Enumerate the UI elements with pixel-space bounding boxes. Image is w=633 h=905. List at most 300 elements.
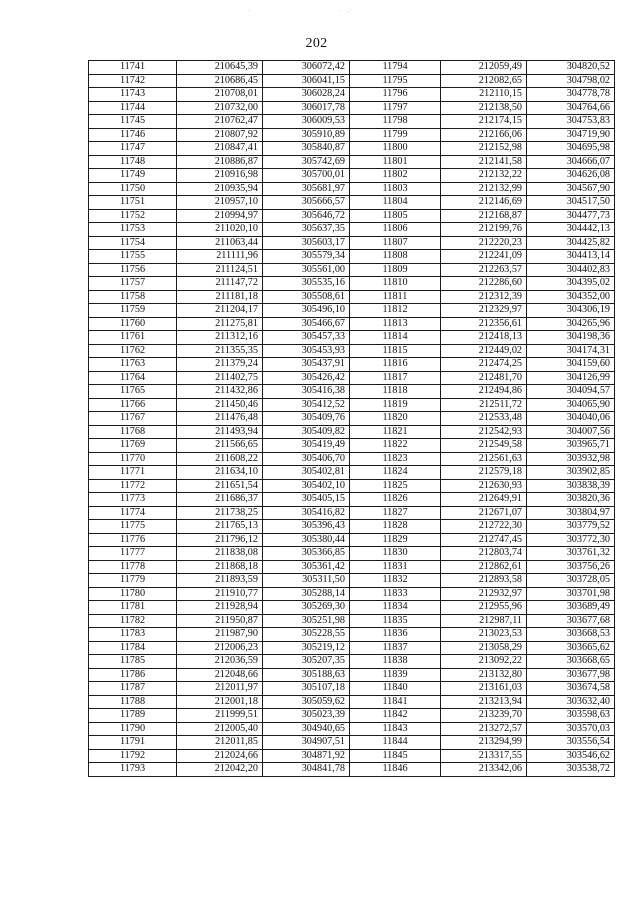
y-coordinate-cell: 303677,98 bbox=[527, 668, 615, 682]
y-coordinate-cell: 304820,52 bbox=[527, 61, 615, 75]
point-number-cell: 11840 bbox=[350, 682, 441, 696]
point-number-cell: 11844 bbox=[350, 736, 441, 750]
x-coordinate-cell: 212042,20 bbox=[177, 763, 263, 777]
y-coordinate-cell: 303668,65 bbox=[527, 655, 615, 669]
point-number-cell: 11776 bbox=[89, 533, 177, 547]
x-coordinate-cell: 210994,97 bbox=[177, 209, 263, 223]
x-coordinate-cell: 213272,57 bbox=[441, 722, 527, 736]
y-coordinate-cell: 305419,49 bbox=[263, 439, 350, 453]
point-number-cell: 11815 bbox=[350, 344, 441, 358]
scan-speck: · bbox=[248, 7, 251, 15]
point-number-cell: 11799 bbox=[350, 128, 441, 142]
x-coordinate-cell: 212671,07 bbox=[441, 506, 527, 520]
y-coordinate-cell: 305396,43 bbox=[263, 520, 350, 534]
table-row bbox=[89, 182, 615, 196]
x-coordinate-cell: 212494,86 bbox=[441, 385, 527, 399]
y-coordinate-cell: 304352,00 bbox=[527, 290, 615, 304]
x-coordinate-cell: 212481,70 bbox=[441, 371, 527, 385]
x-coordinate-cell: 212220,23 bbox=[441, 236, 527, 250]
point-number-cell: 11839 bbox=[350, 668, 441, 682]
table-row bbox=[89, 547, 615, 561]
y-coordinate-cell: 306017,78 bbox=[263, 101, 350, 115]
y-coordinate-cell: 304626,08 bbox=[527, 169, 615, 183]
point-number-cell: 11779 bbox=[89, 574, 177, 588]
x-coordinate-cell: 212241,09 bbox=[441, 250, 527, 264]
x-coordinate-cell: 212011,97 bbox=[177, 682, 263, 696]
point-number-cell: 11835 bbox=[350, 614, 441, 628]
x-coordinate-cell: 212533,48 bbox=[441, 412, 527, 426]
point-number-cell: 11816 bbox=[350, 358, 441, 372]
table-row bbox=[89, 439, 615, 453]
y-coordinate-cell: 306028,24 bbox=[263, 88, 350, 102]
point-number-cell: 11766 bbox=[89, 398, 177, 412]
y-coordinate-cell: 304940,65 bbox=[263, 722, 350, 736]
x-coordinate-cell: 211566,65 bbox=[177, 439, 263, 453]
table-row bbox=[89, 466, 615, 480]
point-number-cell: 11817 bbox=[350, 371, 441, 385]
y-coordinate-cell: 305405,15 bbox=[263, 493, 350, 507]
y-coordinate-cell: 304413,14 bbox=[527, 250, 615, 264]
table-row bbox=[89, 520, 615, 534]
point-number-cell: 11749 bbox=[89, 169, 177, 183]
point-number-cell: 11797 bbox=[350, 101, 441, 115]
point-number-cell: 11845 bbox=[350, 749, 441, 763]
x-coordinate-cell: 212312,39 bbox=[441, 290, 527, 304]
y-coordinate-cell: 305311,50 bbox=[263, 574, 350, 588]
x-coordinate-cell: 211738,25 bbox=[177, 506, 263, 520]
x-coordinate-cell: 212329,97 bbox=[441, 304, 527, 318]
table-row bbox=[89, 614, 615, 628]
table-row bbox=[89, 101, 615, 115]
y-coordinate-cell: 304395,02 bbox=[527, 277, 615, 291]
y-coordinate-cell: 304517,50 bbox=[527, 196, 615, 210]
y-coordinate-cell: 303546,62 bbox=[527, 749, 615, 763]
y-coordinate-cell: 303677,68 bbox=[527, 614, 615, 628]
y-coordinate-cell: 304159,60 bbox=[527, 358, 615, 372]
point-number-cell: 11774 bbox=[89, 506, 177, 520]
table-row bbox=[89, 74, 615, 88]
y-coordinate-cell: 305412,52 bbox=[263, 398, 350, 412]
table-row bbox=[89, 61, 615, 75]
point-number-cell: 11807 bbox=[350, 236, 441, 250]
x-coordinate-cell: 211608,22 bbox=[177, 452, 263, 466]
table-row bbox=[89, 317, 615, 331]
table-row bbox=[89, 385, 615, 399]
table-row bbox=[89, 736, 615, 750]
y-coordinate-cell: 304477,73 bbox=[527, 209, 615, 223]
y-coordinate-cell: 305466,67 bbox=[263, 317, 350, 331]
table-row bbox=[89, 722, 615, 736]
point-number-cell: 11820 bbox=[350, 412, 441, 426]
point-number-cell: 11841 bbox=[350, 695, 441, 709]
x-coordinate-cell: 210807,92 bbox=[177, 128, 263, 142]
table-row bbox=[89, 587, 615, 601]
point-number-cell: 11743 bbox=[89, 88, 177, 102]
y-coordinate-cell: 305251,98 bbox=[263, 614, 350, 628]
x-coordinate-cell: 212511,72 bbox=[441, 398, 527, 412]
y-coordinate-cell: 303689,49 bbox=[527, 601, 615, 615]
point-number-cell: 11821 bbox=[350, 425, 441, 439]
point-number-cell: 11800 bbox=[350, 142, 441, 156]
point-number-cell: 11753 bbox=[89, 223, 177, 237]
x-coordinate-cell: 212146,69 bbox=[441, 196, 527, 210]
x-coordinate-cell: 210886,87 bbox=[177, 155, 263, 169]
x-coordinate-cell: 212001,18 bbox=[177, 695, 263, 709]
table-row bbox=[89, 425, 615, 439]
y-coordinate-cell: 304666,07 bbox=[527, 155, 615, 169]
y-coordinate-cell: 305188,63 bbox=[263, 668, 350, 682]
y-coordinate-cell: 303965,71 bbox=[527, 439, 615, 453]
y-coordinate-cell: 303779,52 bbox=[527, 520, 615, 534]
table-row bbox=[89, 763, 615, 777]
y-coordinate-cell: 305426,42 bbox=[263, 371, 350, 385]
table-row bbox=[89, 344, 615, 358]
y-coordinate-cell: 305409,82 bbox=[263, 425, 350, 439]
x-coordinate-cell: 210762,47 bbox=[177, 115, 263, 129]
point-number-cell: 11805 bbox=[350, 209, 441, 223]
point-number-cell: 11818 bbox=[350, 385, 441, 399]
point-number-cell: 11829 bbox=[350, 533, 441, 547]
x-coordinate-cell: 211910,77 bbox=[177, 587, 263, 601]
point-number-cell: 11772 bbox=[89, 479, 177, 493]
table-row bbox=[89, 169, 615, 183]
point-number-cell: 11756 bbox=[89, 263, 177, 277]
point-number-cell: 11767 bbox=[89, 412, 177, 426]
point-number-cell: 11759 bbox=[89, 304, 177, 318]
point-number-cell: 11798 bbox=[350, 115, 441, 129]
x-coordinate-cell: 212542,93 bbox=[441, 425, 527, 439]
y-coordinate-cell: 304719,90 bbox=[527, 128, 615, 142]
x-coordinate-cell: 210708,01 bbox=[177, 88, 263, 102]
table-row bbox=[89, 223, 615, 237]
x-coordinate-cell: 211379,24 bbox=[177, 358, 263, 372]
x-coordinate-cell: 212549,58 bbox=[441, 439, 527, 453]
y-coordinate-cell: 303598,63 bbox=[527, 709, 615, 723]
y-coordinate-cell: 303902,85 bbox=[527, 466, 615, 480]
y-coordinate-cell: 304402,83 bbox=[527, 263, 615, 277]
y-coordinate-cell: 305269,30 bbox=[263, 601, 350, 615]
table-row bbox=[89, 682, 615, 696]
table-row bbox=[89, 155, 615, 169]
point-number-cell: 11795 bbox=[350, 74, 441, 88]
table-row bbox=[89, 128, 615, 142]
y-coordinate-cell: 303665,62 bbox=[527, 641, 615, 655]
point-number-cell: 11787 bbox=[89, 682, 177, 696]
point-number-cell: 11830 bbox=[350, 547, 441, 561]
table-row bbox=[89, 277, 615, 291]
x-coordinate-cell: 212059,49 bbox=[441, 61, 527, 75]
y-coordinate-cell: 304841,78 bbox=[263, 763, 350, 777]
x-coordinate-cell: 212561,63 bbox=[441, 452, 527, 466]
x-coordinate-cell: 210732,00 bbox=[177, 101, 263, 115]
x-coordinate-cell: 212005,40 bbox=[177, 722, 263, 736]
y-coordinate-cell: 304174,31 bbox=[527, 344, 615, 358]
x-coordinate-cell: 212082,65 bbox=[441, 74, 527, 88]
y-coordinate-cell: 304871,92 bbox=[263, 749, 350, 763]
table-row bbox=[89, 749, 615, 763]
x-coordinate-cell: 211868,18 bbox=[177, 560, 263, 574]
point-number-cell: 11763 bbox=[89, 358, 177, 372]
point-number-cell: 11750 bbox=[89, 182, 177, 196]
y-coordinate-cell: 305437,91 bbox=[263, 358, 350, 372]
x-coordinate-cell: 212048,66 bbox=[177, 668, 263, 682]
y-coordinate-cell: 304306,19 bbox=[527, 304, 615, 318]
x-coordinate-cell: 211893,59 bbox=[177, 574, 263, 588]
point-number-cell: 11801 bbox=[350, 155, 441, 169]
x-coordinate-cell: 211838,08 bbox=[177, 547, 263, 561]
y-coordinate-cell: 305453,93 bbox=[263, 344, 350, 358]
table-row bbox=[89, 493, 615, 507]
point-number-cell: 11806 bbox=[350, 223, 441, 237]
table-row bbox=[89, 88, 615, 102]
point-number-cell: 11748 bbox=[89, 155, 177, 169]
point-number-cell: 11793 bbox=[89, 763, 177, 777]
x-coordinate-cell: 212449,02 bbox=[441, 344, 527, 358]
y-coordinate-cell: 303538,72 bbox=[527, 763, 615, 777]
y-coordinate-cell: 305059,62 bbox=[263, 695, 350, 709]
y-coordinate-cell: 305406,70 bbox=[263, 452, 350, 466]
x-coordinate-cell: 212630,93 bbox=[441, 479, 527, 493]
point-number-cell: 11808 bbox=[350, 250, 441, 264]
point-number-cell: 11752 bbox=[89, 209, 177, 223]
y-coordinate-cell: 303804,97 bbox=[527, 506, 615, 520]
y-coordinate-cell: 304567,90 bbox=[527, 182, 615, 196]
point-number-cell: 11790 bbox=[89, 722, 177, 736]
x-coordinate-cell: 212747,45 bbox=[441, 533, 527, 547]
point-number-cell: 11783 bbox=[89, 628, 177, 642]
x-coordinate-cell: 212474,25 bbox=[441, 358, 527, 372]
point-number-cell: 11747 bbox=[89, 142, 177, 156]
point-number-cell: 11838 bbox=[350, 655, 441, 669]
y-coordinate-cell: 304265,96 bbox=[527, 317, 615, 331]
x-coordinate-cell: 212803,74 bbox=[441, 547, 527, 561]
point-number-cell: 11804 bbox=[350, 196, 441, 210]
y-coordinate-cell: 303570,03 bbox=[527, 722, 615, 736]
y-coordinate-cell: 304798,02 bbox=[527, 74, 615, 88]
x-coordinate-cell: 212199,76 bbox=[441, 223, 527, 237]
y-coordinate-cell: 305910,89 bbox=[263, 128, 350, 142]
y-coordinate-cell: 305288,14 bbox=[263, 587, 350, 601]
y-coordinate-cell: 304907,51 bbox=[263, 736, 350, 750]
y-coordinate-cell: 305023,39 bbox=[263, 709, 350, 723]
x-coordinate-cell: 212955,96 bbox=[441, 601, 527, 615]
y-coordinate-cell: 305603,17 bbox=[263, 236, 350, 250]
table-row bbox=[89, 709, 615, 723]
table-row bbox=[89, 115, 615, 129]
y-coordinate-cell: 305380,44 bbox=[263, 533, 350, 547]
table-row bbox=[89, 358, 615, 372]
y-coordinate-cell: 305402,10 bbox=[263, 479, 350, 493]
y-coordinate-cell: 304007,56 bbox=[527, 425, 615, 439]
x-coordinate-cell: 212110,15 bbox=[441, 88, 527, 102]
x-coordinate-cell: 210847,41 bbox=[177, 142, 263, 156]
y-coordinate-cell: 304442,13 bbox=[527, 223, 615, 237]
y-coordinate-cell: 305402,81 bbox=[263, 466, 350, 480]
x-coordinate-cell: 213058,29 bbox=[441, 641, 527, 655]
x-coordinate-cell: 211796,12 bbox=[177, 533, 263, 547]
table-row bbox=[89, 601, 615, 615]
scan-speck: ‚· bbox=[347, 6, 352, 14]
x-coordinate-cell: 212356,61 bbox=[441, 317, 527, 331]
x-coordinate-cell: 211111,96 bbox=[177, 250, 263, 264]
point-number-cell: 11760 bbox=[89, 317, 177, 331]
y-coordinate-cell: 306041,15 bbox=[263, 74, 350, 88]
y-coordinate-cell: 305416,38 bbox=[263, 385, 350, 399]
y-coordinate-cell: 305508,61 bbox=[263, 290, 350, 304]
point-number-cell: 11768 bbox=[89, 425, 177, 439]
x-coordinate-cell: 211950,87 bbox=[177, 614, 263, 628]
x-coordinate-cell: 212418,13 bbox=[441, 331, 527, 345]
y-coordinate-cell: 303772,30 bbox=[527, 533, 615, 547]
point-number-cell: 11742 bbox=[89, 74, 177, 88]
x-coordinate-cell: 211124,51 bbox=[177, 263, 263, 277]
x-coordinate-cell: 212132,99 bbox=[441, 182, 527, 196]
x-coordinate-cell: 211204,17 bbox=[177, 304, 263, 318]
point-number-cell: 11837 bbox=[350, 641, 441, 655]
point-number-cell: 11809 bbox=[350, 263, 441, 277]
point-number-cell: 11822 bbox=[350, 439, 441, 453]
table-row bbox=[89, 655, 615, 669]
table-row bbox=[89, 331, 615, 345]
point-number-cell: 11836 bbox=[350, 628, 441, 642]
table-row bbox=[89, 371, 615, 385]
y-coordinate-cell: 305228,55 bbox=[263, 628, 350, 642]
y-coordinate-cell: 305700,01 bbox=[263, 169, 350, 183]
table-row bbox=[89, 695, 615, 709]
x-coordinate-cell: 212036,59 bbox=[177, 655, 263, 669]
y-coordinate-cell: 304695,98 bbox=[527, 142, 615, 156]
x-coordinate-cell: 211686,37 bbox=[177, 493, 263, 507]
point-number-cell: 11771 bbox=[89, 466, 177, 480]
point-number-cell: 11811 bbox=[350, 290, 441, 304]
table-row bbox=[89, 290, 615, 304]
y-coordinate-cell: 305457,33 bbox=[263, 331, 350, 345]
y-coordinate-cell: 305561,00 bbox=[263, 263, 350, 277]
y-coordinate-cell: 305107,18 bbox=[263, 682, 350, 696]
x-coordinate-cell: 211063,44 bbox=[177, 236, 263, 250]
y-coordinate-cell: 303556,54 bbox=[527, 736, 615, 750]
point-number-cell: 11778 bbox=[89, 560, 177, 574]
y-coordinate-cell: 303701,98 bbox=[527, 587, 615, 601]
x-coordinate-cell: 213239,70 bbox=[441, 709, 527, 723]
point-number-cell: 11823 bbox=[350, 452, 441, 466]
table-row bbox=[89, 479, 615, 493]
point-number-cell: 11794 bbox=[350, 61, 441, 75]
y-coordinate-cell: 305361,42 bbox=[263, 560, 350, 574]
table-row bbox=[89, 506, 615, 520]
point-number-cell: 11762 bbox=[89, 344, 177, 358]
y-coordinate-cell: 305646,72 bbox=[263, 209, 350, 223]
x-coordinate-cell: 212263,57 bbox=[441, 263, 527, 277]
y-coordinate-cell: 303761,32 bbox=[527, 547, 615, 561]
x-coordinate-cell: 211402,75 bbox=[177, 371, 263, 385]
x-coordinate-cell: 210686,45 bbox=[177, 74, 263, 88]
x-coordinate-cell: 211987,90 bbox=[177, 628, 263, 642]
x-coordinate-cell: 212011,85 bbox=[177, 736, 263, 750]
y-coordinate-cell: 303820,36 bbox=[527, 493, 615, 507]
point-number-cell: 11796 bbox=[350, 88, 441, 102]
point-number-cell: 11843 bbox=[350, 722, 441, 736]
point-number-cell: 11803 bbox=[350, 182, 441, 196]
x-coordinate-cell: 213023,53 bbox=[441, 628, 527, 642]
point-number-cell: 11819 bbox=[350, 398, 441, 412]
x-coordinate-cell: 211312,16 bbox=[177, 331, 263, 345]
x-coordinate-cell: 211634,10 bbox=[177, 466, 263, 480]
point-number-cell: 11814 bbox=[350, 331, 441, 345]
point-number-cell: 11758 bbox=[89, 290, 177, 304]
point-number-cell: 11784 bbox=[89, 641, 177, 655]
x-coordinate-cell: 212006,23 bbox=[177, 641, 263, 655]
point-number-cell: 11741 bbox=[89, 61, 177, 75]
y-coordinate-cell: 305409,76 bbox=[263, 412, 350, 426]
table-row bbox=[89, 250, 615, 264]
y-coordinate-cell: 305666,57 bbox=[263, 196, 350, 210]
point-number-cell: 11785 bbox=[89, 655, 177, 669]
y-coordinate-cell: 305637,35 bbox=[263, 223, 350, 237]
y-coordinate-cell: 305416,82 bbox=[263, 506, 350, 520]
y-coordinate-cell: 305366,85 bbox=[263, 547, 350, 561]
point-number-cell: 11777 bbox=[89, 547, 177, 561]
x-coordinate-cell: 210916,98 bbox=[177, 169, 263, 183]
x-coordinate-cell: 210935,94 bbox=[177, 182, 263, 196]
table-row bbox=[89, 304, 615, 318]
y-coordinate-cell: 304764,66 bbox=[527, 101, 615, 115]
y-coordinate-cell: 304094,57 bbox=[527, 385, 615, 399]
point-number-cell: 11792 bbox=[89, 749, 177, 763]
table-row bbox=[89, 628, 615, 642]
point-number-cell: 11782 bbox=[89, 614, 177, 628]
table-row bbox=[89, 668, 615, 682]
y-coordinate-cell: 305681,97 bbox=[263, 182, 350, 196]
x-coordinate-cell: 212893,58 bbox=[441, 574, 527, 588]
point-number-cell: 11831 bbox=[350, 560, 441, 574]
point-number-cell: 11761 bbox=[89, 331, 177, 345]
point-number-cell: 11825 bbox=[350, 479, 441, 493]
x-coordinate-cell: 212722,30 bbox=[441, 520, 527, 534]
x-coordinate-cell: 212024,66 bbox=[177, 749, 263, 763]
y-coordinate-cell: 306009,53 bbox=[263, 115, 350, 129]
x-coordinate-cell: 212862,61 bbox=[441, 560, 527, 574]
x-coordinate-cell: 211355,35 bbox=[177, 344, 263, 358]
y-coordinate-cell: 305207,35 bbox=[263, 655, 350, 669]
point-number-cell: 11764 bbox=[89, 371, 177, 385]
x-coordinate-cell: 212141,58 bbox=[441, 155, 527, 169]
x-coordinate-cell: 212579,18 bbox=[441, 466, 527, 480]
x-coordinate-cell: 212132,22 bbox=[441, 169, 527, 183]
y-coordinate-cell: 305840,87 bbox=[263, 142, 350, 156]
y-coordinate-cell: 305579,34 bbox=[263, 250, 350, 264]
x-coordinate-cell: 211275,81 bbox=[177, 317, 263, 331]
table-row bbox=[89, 533, 615, 547]
x-coordinate-cell: 211432,86 bbox=[177, 385, 263, 399]
x-coordinate-cell: 212166,06 bbox=[441, 128, 527, 142]
table-row bbox=[89, 263, 615, 277]
x-coordinate-cell: 213092,22 bbox=[441, 655, 527, 669]
point-number-cell: 11775 bbox=[89, 520, 177, 534]
point-number-cell: 11745 bbox=[89, 115, 177, 129]
point-number-cell: 11754 bbox=[89, 236, 177, 250]
y-coordinate-cell: 306072,42 bbox=[263, 61, 350, 75]
x-coordinate-cell: 212168,87 bbox=[441, 209, 527, 223]
y-coordinate-cell: 304126,99 bbox=[527, 371, 615, 385]
point-number-cell: 11813 bbox=[350, 317, 441, 331]
y-coordinate-cell: 304198,36 bbox=[527, 331, 615, 345]
point-number-cell: 11833 bbox=[350, 587, 441, 601]
scan-speck: · bbox=[338, 7, 341, 15]
x-coordinate-cell: 212932,97 bbox=[441, 587, 527, 601]
point-number-cell: 11810 bbox=[350, 277, 441, 291]
y-coordinate-cell: 303932,98 bbox=[527, 452, 615, 466]
